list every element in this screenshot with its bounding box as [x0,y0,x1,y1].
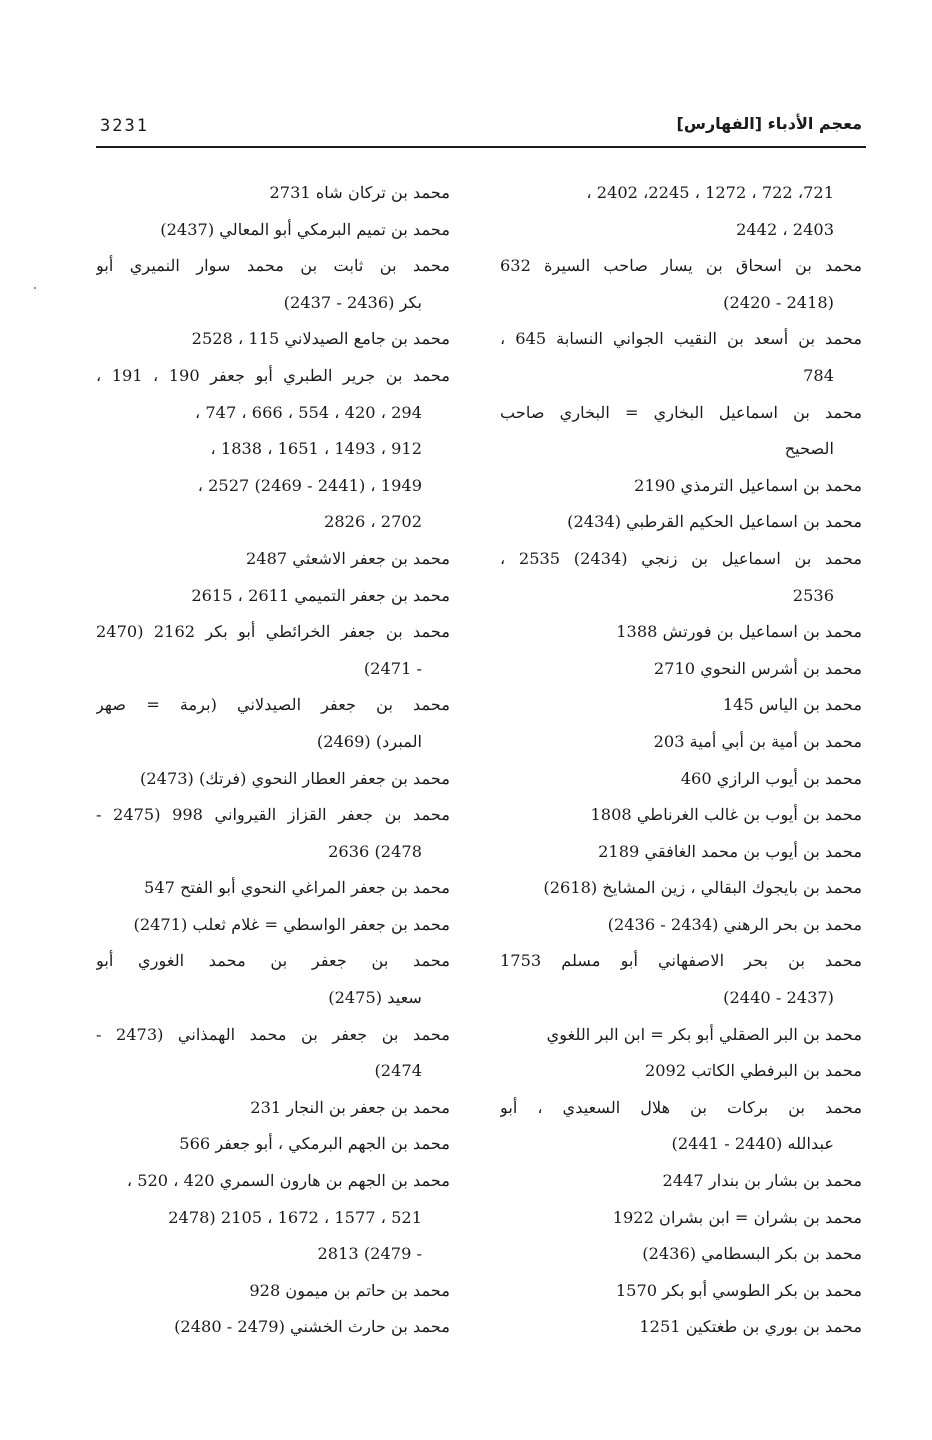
index-entry-line: محمد بن جامع الصيدلاني 115 ، 2528 [191,329,450,349]
index-entry-line: محمد بن جرير الطبري أبو جعفر 190 ، 191 ، [96,365,450,385]
running-title: معجم الأدباء [الفهارس] [676,114,862,133]
index-entry-line: محمد بن اسماعيل البخاري = البخاري صاحب [500,402,862,422]
header-rule [96,146,866,148]
index-entry-line: - 2471) [363,658,422,678]
index-entry-line: 784 [803,365,834,385]
index-entry-line: محمد بن أشرس النحوي 2710 [653,658,862,678]
index-entry-line: محمد بن بكر الطوسي أبو بكر 1570 [615,1280,862,1300]
index-entry-line: محمد بن اسماعيل الحكيم القرطبي (2434) [567,512,862,532]
index-entry-line: بكر (2436 - 2437) [283,292,422,312]
index-entry-line: محمد بن جعفر القزاز القيرواني 998 (2475 - [96,805,450,825]
index-entry-line: محمد بن بشران = ابن بشران 1922 [612,1207,862,1227]
page-number: 3231 [100,116,149,136]
index-entry-line: محمد بن بحر الاصفهاني أبو مسلم 1753 [500,951,862,971]
index-entry-line: محمد بن البرفطي الكاتب 2092 [644,1061,862,1081]
index-entry-line: عبدالله (2440 - 2441) [671,1134,834,1154]
index-entry-line: محمد بن بشار بن بندار 2447 [662,1171,862,1191]
index-entry-line: محمد بن حاتم بن ميمون 928 [249,1280,450,1300]
index-entry-line: 2403 ، 2442 [736,219,834,239]
page-header [96,114,866,146]
index-entry-line: محمد بن جعفر بن النجار 231 [250,1097,450,1117]
index-column-right [500,175,862,1346]
index-entry-line: (2418 - 2420) [723,292,834,312]
index-entry-line: محمد بن أيوب بن غالب الغرناطي 1808 [590,805,862,825]
index-entry-line: محمد بن اسحاق بن يسار صاحب السيرة 632 [500,256,862,276]
index-entry-line: محمد بن اسماعيل الترمذي 2190 [634,475,862,495]
index-entry-line: محمد بن بركات بن هلال السعيدي ، أبو [500,1097,862,1117]
index-entry-line: محمد بن ثابت بن محمد سوار النميري أبو [96,256,450,276]
index-entry-line: 2536 [792,585,834,605]
index-entry-line: 294 ، 420 ، 554 ، 666 ، 747 ، [194,402,422,422]
index-entry-line: 2478) 2636 [328,841,422,861]
index-entry-line: 2474) [374,1061,422,1081]
index-entry-line: سعيد (2475) [328,988,422,1008]
index-entry-line: 2702 ، 2826 [324,512,422,532]
index-entry-line: محمد بن جعفر الاشعثي 2487 [245,548,450,568]
index-entry-line: 721، 722 ، 1272 ، 2245، 2402 ، [586,183,834,202]
index-entry-line: محمد بن أسعد بن النقيب الجواني النسابة 645 ، [500,329,862,349]
index-entry-line: 521 ، 1577 ، 1672 ، 2105 (2478 [168,1207,422,1227]
index-entry-line: محمد بن جعفر الصيدلاني (برمة = صهر [96,695,450,715]
index-entry-line: محمد بن جعفر الخرائطي أبو بكر 2162 (2470 [96,622,450,642]
index-entry-line: محمد بن تميم البرمكي أبو المعالي (2437) [160,219,450,239]
index-entry-line: محمد بن بوري بن طغتكين 1251 [639,1317,862,1337]
index-entry-line: - 2479) 2813 [317,1244,422,1264]
index-entry-line: المبرد) (2469) [316,731,422,751]
index-entry-line: 912 ، 1493 ، 1651 ، 1838 ، [210,439,422,459]
index-entry-line: محمد بن البر الصقلي أبو بكر = ابن البر اللغوي [546,1024,862,1044]
index-entry-line: محمد بن جعفر الواسطي = غلام ثعلب (2471) [133,914,450,934]
index-entry-line: 1949 ، (2441 - 2469) 2527 ، [197,475,422,495]
index-entry-line: محمد بن أيوب الرازي 460 [680,768,862,788]
scan-speck [34,287,36,289]
index-entry-line: محمد بن الياس 145 [722,695,862,715]
index-entry-line: محمد بن تركان شاه 2731 [269,183,450,202]
index-entry-line: محمد بن جعفر بن محمد الهمذاني (2473 - [96,1024,450,1044]
index-entry-line: محمد بن جعفر التميمي 2611 ، 2615 [191,585,450,605]
index-entry-line: محمد بن اسماعيل بن زنجي (2434) 2535 ، [500,548,862,568]
index-entry-line: محمد بن أيوب بن محمد الغافقي 2189 [598,841,862,861]
index-entry-line: محمد بن جعفر المراغي النحوي أبو الفتح 547 [144,878,450,898]
index-entry-line: محمد بن أمية بن أبي أمية 203 [653,731,862,751]
index-entry-line: محمد بن جعفر بن محمد الغوري أبو [96,951,450,971]
index-entry-line: محمد بن حارث الخشني (2479 - 2480) [174,1317,450,1337]
index-entry-line: محمد بن بحر الرهني (2434 - 2436) [607,914,862,934]
index-entry-line: محمد بن بكر البسطامي (2436) [642,1244,862,1264]
index-entry-line: (2437 - 2440) [723,988,834,1008]
index-entry-line: محمد بن جعفر العطار النحوي (فرتك) (2473) [140,768,450,788]
index-entry-line: الصحيح [784,439,834,459]
index-entry-line: محمد بن الجهم بن هارون السمري 420 ، 520 ، [126,1171,450,1191]
index-entry-line: محمد بن الجهم البرمكي ، أبو جعفر 566 [179,1134,450,1154]
index-entry-line: محمد بن بايجوك البقالي ، زين المشايخ (2618) [543,878,862,898]
index-entry-line: محمد بن اسماعيل بن فورتش 1388 [616,622,862,642]
index-column-left [96,175,450,1346]
